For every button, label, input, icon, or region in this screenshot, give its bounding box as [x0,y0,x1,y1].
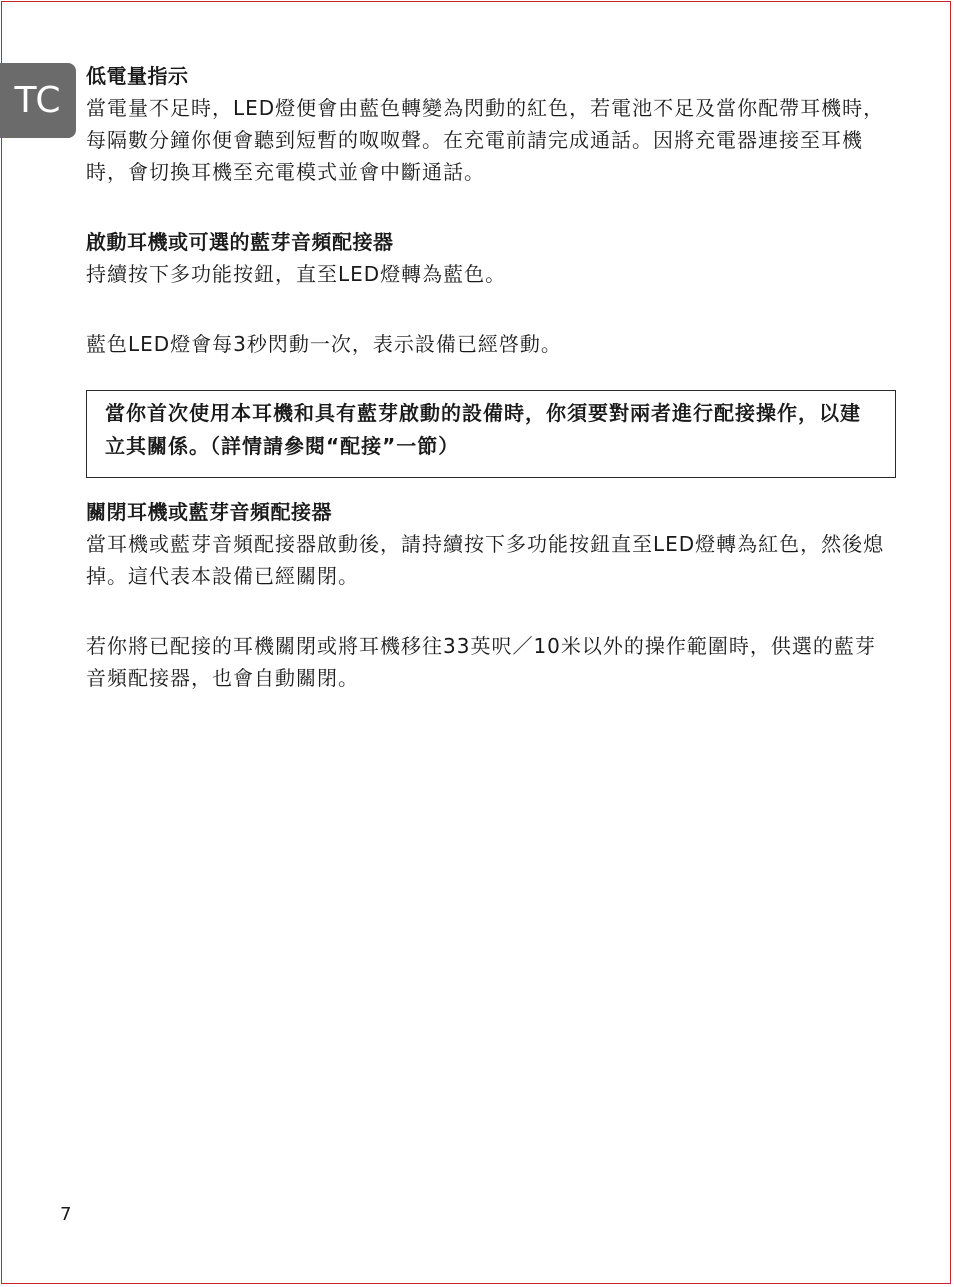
power-off-body: 當耳機或藍芽音頻配接器啟動後，請持續按下多功能按鈕直至LED燈轉為紅色，然後熄掉。這代表本設備已經關閉。 [86,532,885,588]
power-on-led-note: 藍色LED燈會每3秒閃動一次，表示設備已經啓動。 [86,332,562,356]
auto-off-body: 若你將已配接的耳機關閉或將耳機移往33英呎／10米以外的操作範圍時，供選的藍芽音頻配接器，也會自動關閉。 [86,634,876,690]
pairing-notice-box [86,390,896,478]
spacer [86,188,896,226]
power-on-body: 持續按下多功能按鈕，直至LED燈轉為藍色。 [86,262,507,286]
pairing-notice-text: 當你首次使用本耳機和具有藍芽啟動的設備時，你須要對兩者進行配接操作，以建立其關係。（詳情請參閱“配接”一節） [105,401,861,458]
low-battery-body: 當電量不足時，LED燈便會由藍色轉變為閃動的紅色，若電池不足及當你配帶耳機時，每隔數分鐘你便會聽到短暫的呶呶聲。在充電前請完成通話。因將充電器連接至耳機時，會切換耳機至充電模式並會中斷通話。 [86,96,885,184]
low-battery-heading: 低電量指示 [86,64,189,88]
power-on-heading: 啟動耳機或可選的藍芽音頻配接器 [86,230,394,254]
spacer [86,592,896,630]
spacer [86,478,896,496]
power-off-heading: 關閉耳機或藍芽音頻配接器 [86,500,332,524]
spacer [86,360,896,390]
language-tab: TC [0,63,76,138]
page-number: 7 [60,1204,72,1225]
page-content [86,60,896,694]
spacer [86,290,896,328]
